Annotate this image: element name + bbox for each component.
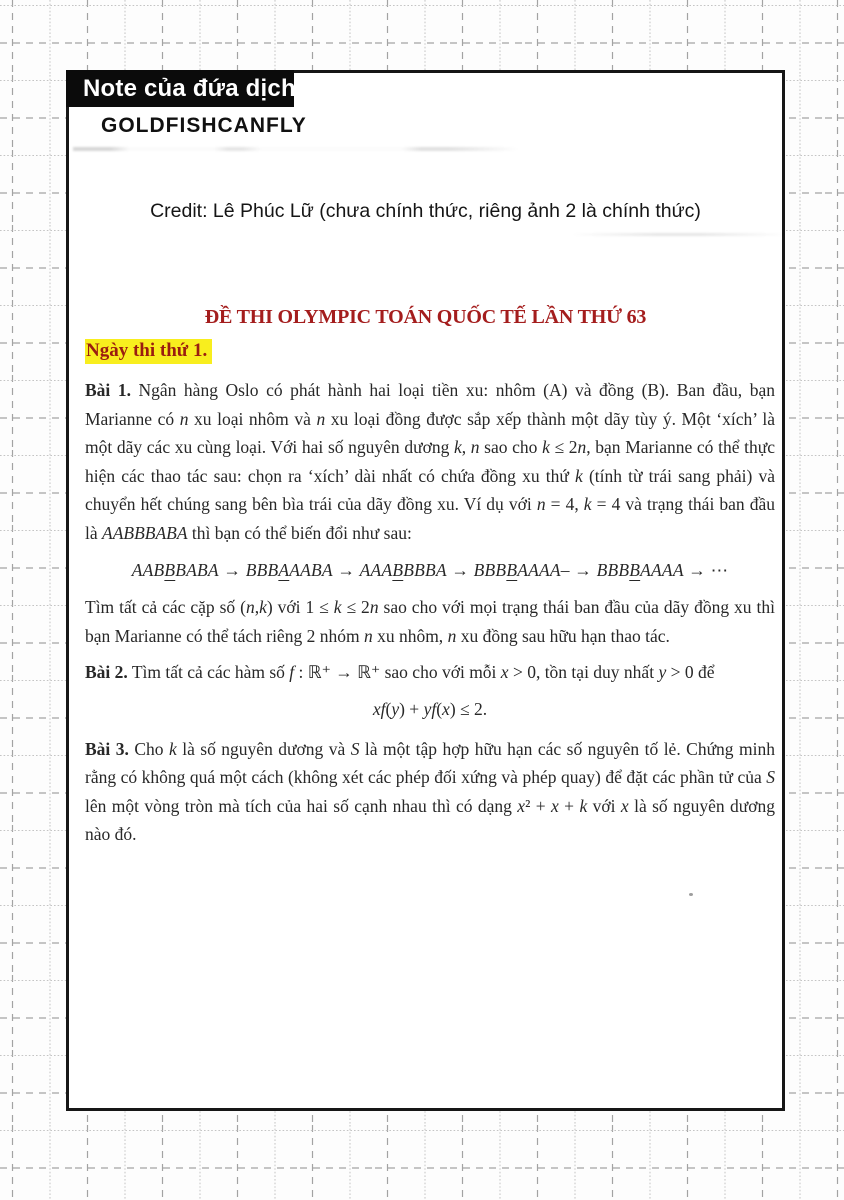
scan-artifact-smudge-2 [569, 233, 789, 236]
exam-title: ĐỀ THI OLYMPIC TOÁN QUỐC TẾ LẦN THỨ 63 [204, 306, 647, 328]
problem-1-statement: Bài 1. Ngân hàng Oslo có phát hành hai loại tiền xu: nhôm (A) và đồng (B). Ban đầu, bạn Marianne có n xu loại nhôm và n xu loại đồng được sắp xếp thành một dãy tùy ý. Một ‘xích’ là một dãy các xu cùng loại. Với hai số nguyên dương k, n sao cho k ≤ 2n, bạn Marianne có thể thực hiện các thao tác sau: chọn ra ‘xích’ dài nhất có chứa đồng xu thứ k (tính từ trái sang phải) và chuyển hết chúng sang bên bìa trái của dãy đồng xu. Ví dụ với n = 4, k = 4 và trạng thái ban đầu là AABBBABA thì bạn có thể biến đổi như sau: [85, 380, 775, 543]
note-banner [66, 70, 294, 107]
day-1-highlight: Ngày thi thứ 1. [85, 339, 212, 364]
credit-line: Credit: Lê Phúc Lữ (chưa chính thức, riêng ảnh 2 là chính thức) [150, 200, 701, 222]
problem-2-inequality-formula: xf(y) + yf(x) ≤ 2. [372, 698, 488, 719]
problems-body [85, 376, 775, 857]
author-label: GOLDFISHCANFLY [101, 114, 307, 137]
scan-speck [689, 893, 693, 896]
problem-2-statement: Bài 2. Tìm tất cả các hàm số f : ℝ⁺ → ℝ⁺ sao cho với mỗi x > 0, tồn tại duy nhất y > 0 để [85, 662, 715, 683]
problem-1-question: Tìm tất cả các cặp số (n,k) với 1 ≤ k ≤ 2n sao cho với mọi trạng thái ban đầu của dãy đồng xu thì bạn Marianne có thể tách riêng 2 nhóm n xu nhôm, n xu đồng sau hữu hạn thao tác. [85, 597, 775, 646]
problem-1-chain-formula: AABBBABA → BBBAAABA → AAABBBBA → BBBBAAAA– → BBBBAAAA → ⋯ [131, 559, 729, 580]
document-page [66, 70, 785, 1111]
note-banner-label: Note của đứa dịch [83, 75, 296, 102]
scan-artifact-smudge [73, 147, 543, 151]
problem-3-statement: Bài 3. Cho k là số nguyên dương và S là một tập hợp hữu hạn các số nguyên tố lẻ. Chứng minh rằng có không quá một cách (không xét các phép đối xứng và phép quay) để đặt các phần tử của S lên một vòng tròn mà tích của hai số cạnh nhau thì có dạng x² + x + k với x là số nguyên dương nào đó. [85, 738, 775, 845]
